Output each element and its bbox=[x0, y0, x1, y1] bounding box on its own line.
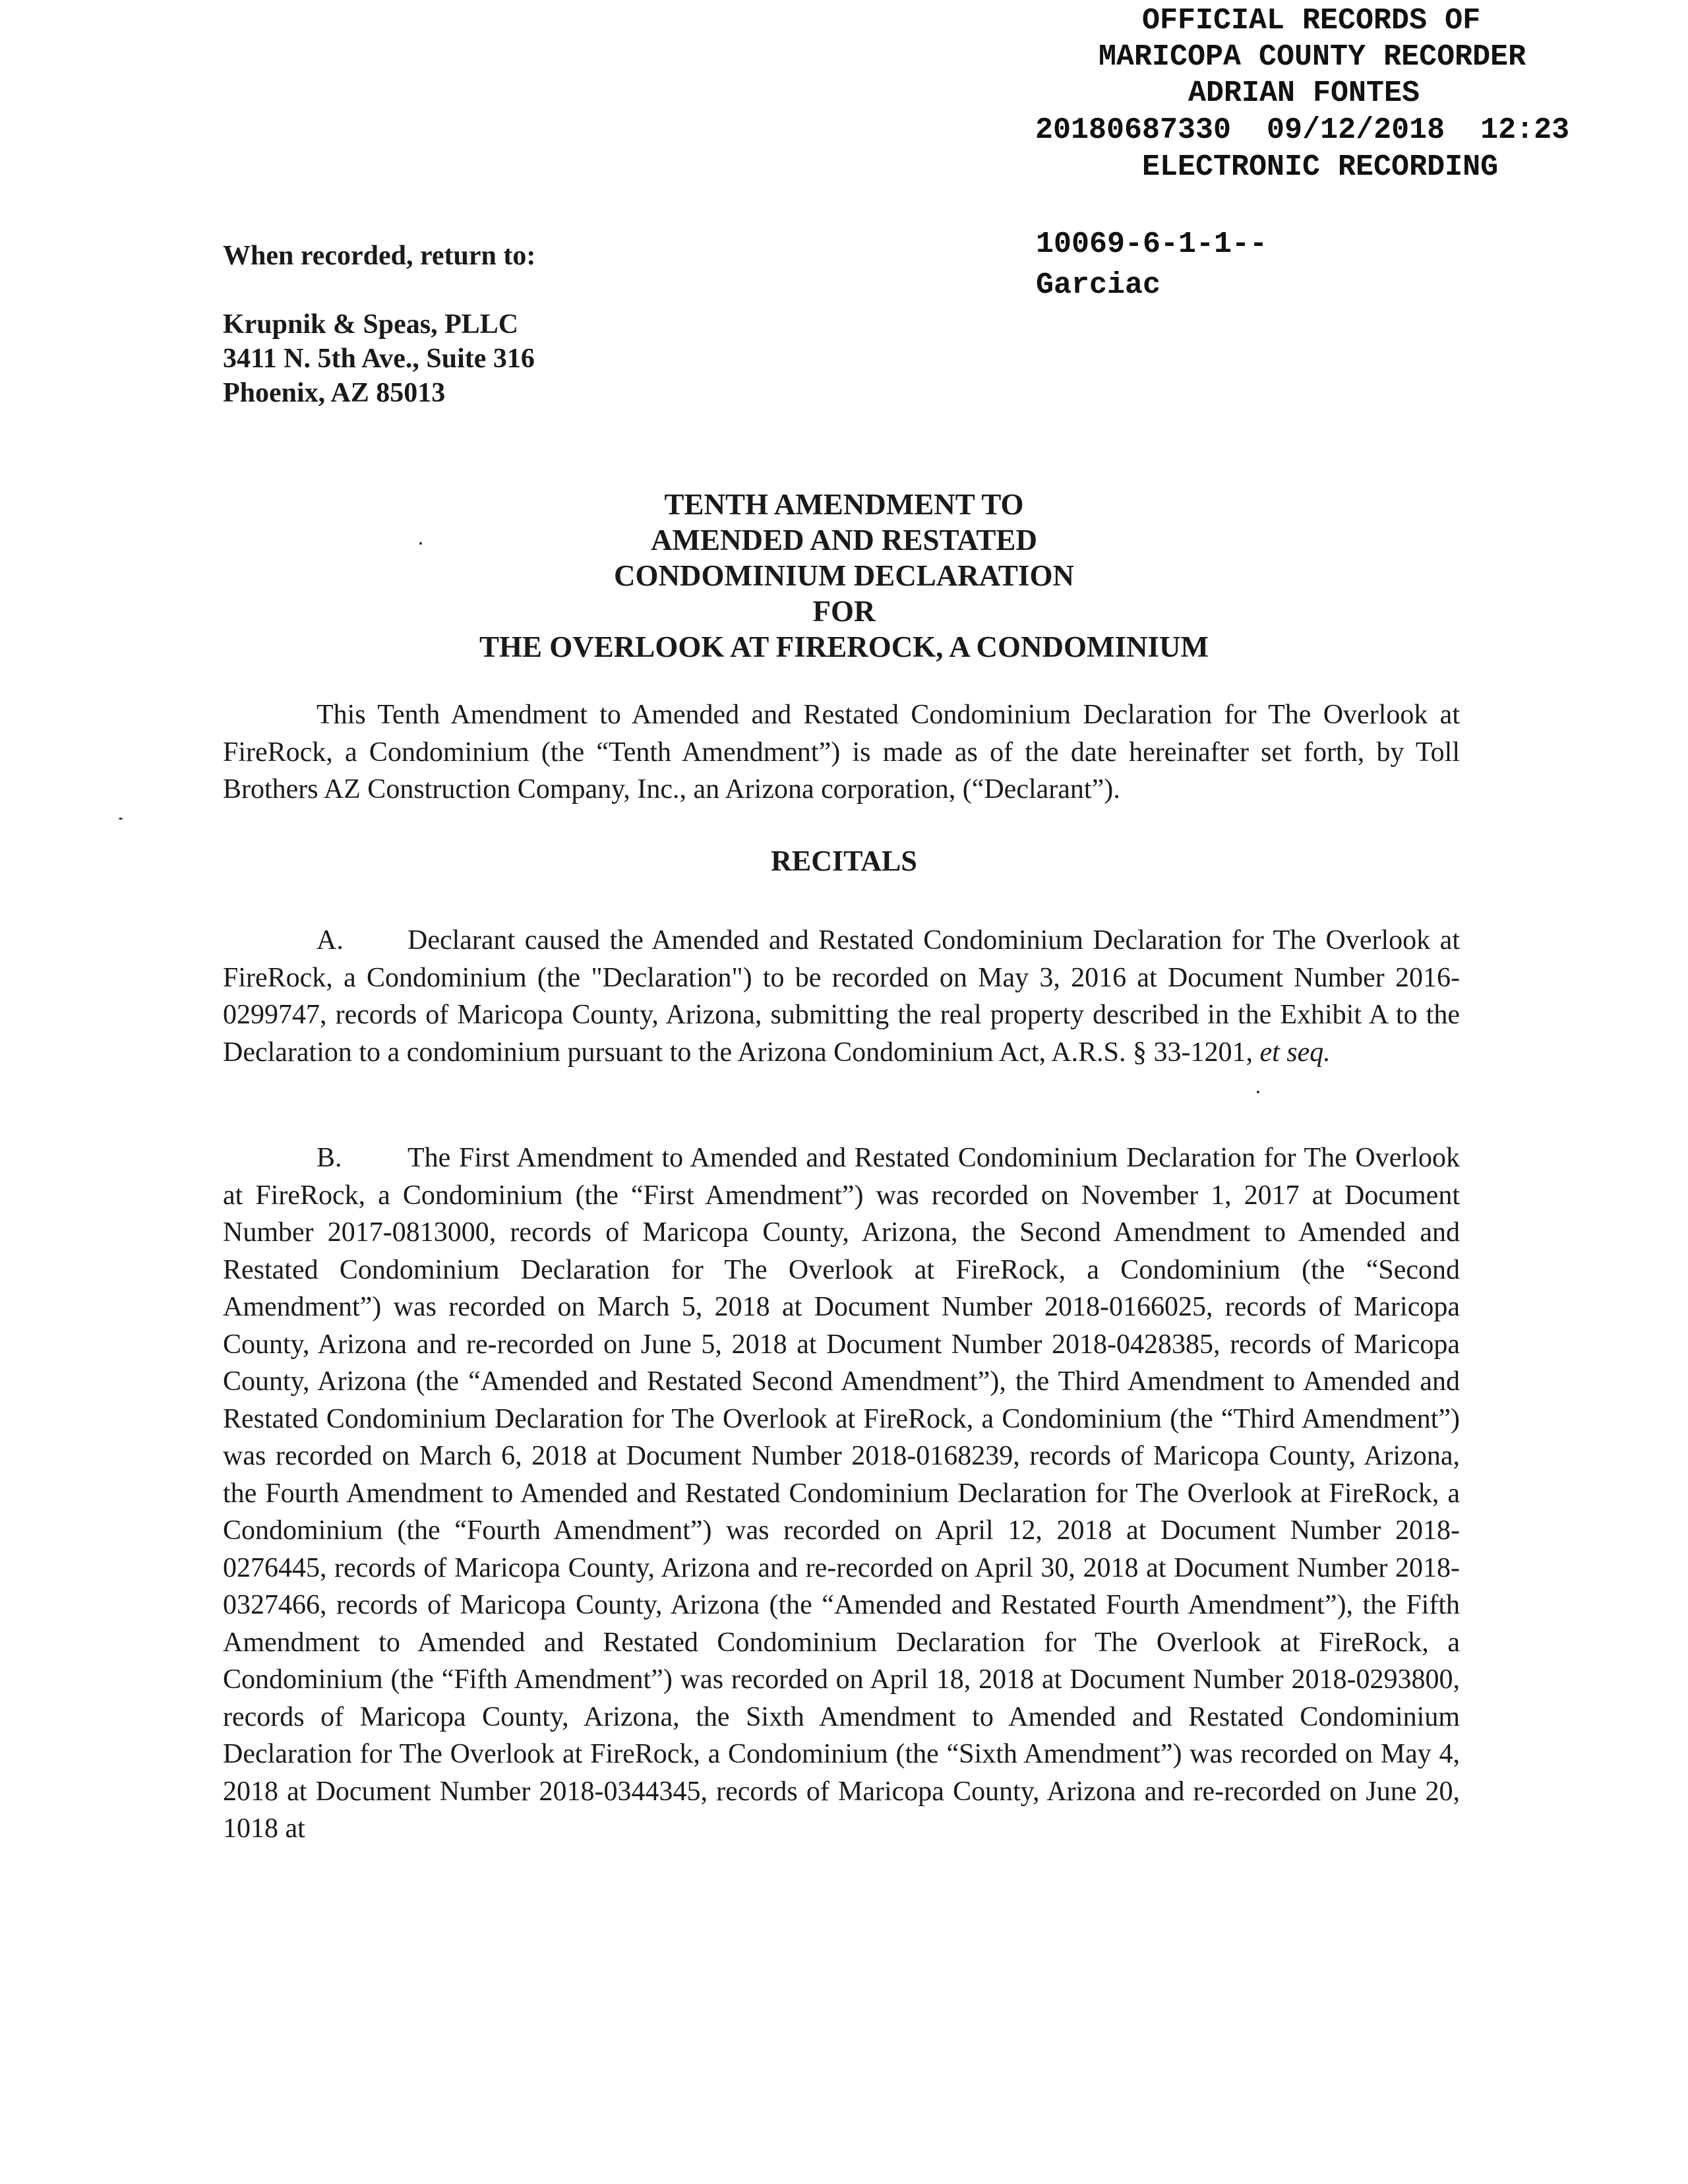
return-firm: Krupnik & Speas, PLLC bbox=[223, 309, 519, 340]
recital-b bbox=[223, 1139, 1460, 1848]
stamp-line-5: ELECTRONIC RECORDING bbox=[1142, 150, 1499, 184]
fee-block bbox=[1036, 224, 1267, 306]
recital-b-letter: B. bbox=[316, 1143, 342, 1173]
title-line-1: TENTH AMENDMENT TO bbox=[664, 488, 1024, 521]
stamp-line-1: OFFICIAL RECORDS OF bbox=[1142, 4, 1481, 38]
fee-name: Garciac bbox=[1036, 268, 1161, 302]
return-city: Phoenix, AZ 85013 bbox=[223, 378, 446, 408]
intro-paragraph bbox=[223, 696, 1460, 808]
return-street: 3411 N. 5th Ave., Suite 316 bbox=[223, 344, 535, 374]
stamp-line-4: 20180687330 09/12/2018 12:23 bbox=[1035, 113, 1570, 147]
return-to-label: When recorded, return to: bbox=[223, 241, 536, 271]
fee-code: 10069-6-1-1-- bbox=[1036, 228, 1268, 261]
return-to-block bbox=[223, 239, 535, 410]
document-title bbox=[224, 487, 1464, 665]
return-address bbox=[223, 307, 535, 410]
recital-a bbox=[223, 922, 1460, 1071]
scan-speck bbox=[1257, 1091, 1259, 1093]
recital-a-italic: et seq. bbox=[1259, 1037, 1331, 1068]
title-line-3: CONDOMINIUM DECLARATION bbox=[614, 559, 1074, 592]
title-line-4: FOR bbox=[812, 595, 876, 628]
recital-b-text: The First Amendment to Amended and Restated Condominium Declaration for The Overlook at FireRock, a Condominium (the “First Amendment”) was recorded on November 1, 2017 at Document Number 2017-0813000, records of Maricopa County, Arizona, the Second Amendment to Amended and Restated Condominium Declaration for The Overlook at FireRock, a Condominium (the “Second Amendment”) was recorded on March 5, 2018 at Document Number 2018-0166025, records of Maricopa County, Arizona and re-recorded on June 5, 2018 at Document Number 2018-0428385, records of Maricopa County, Arizona (the “Amended and Restated Second Amendment”), the Third Amendment to Amended and Restated Condominium Declaration for The Overlook at FireRock, a Condominium (the “Third Amendment”) was recorded on March 6, 2018 at Document Number 2018-0168239, records of Maricopa County, Arizona, the Fourth Amendment to Amended and Restated Condominium Declaration for The Overlook at FireRock, a Condominium (the “Fourth Amendment”) was recorded on April 12, 2018 at Document Number 2018-0276445, records of Maricopa County, Arizona and re-recorded on April 30, 2018 at Document Number 2018-0327466, records of Maricopa County, Arizona (the “Amended and Restated Fourth Amendment”), the Fifth Amendment to Amended and Restated Condominium Declaration for The Overlook at FireRock, a Condominium (the “Fifth Amendment”) was recorded on April 18, 2018 at Document Number 2018-0293800, records of Maricopa County, Arizona, the Sixth Amendment to Amended and Restated Condominium Declaration for The Overlook at FireRock, a Condominium (the “Sixth Amendment”) was recorded on May 4, 2018 at Document Number 2018-0344345, records of Maricopa County, Arizona and re-recorded on June 20, 1018 at bbox=[223, 1143, 1460, 1844]
title-line-2: AMENDED AND RESTATED bbox=[651, 524, 1037, 557]
recital-a-text: Declarant caused the Amended and Restated Condominium Declaration for The Overlook at FireRock, a Condominium (the "Declaration") to be recorded on May 3, 2016 at Document Number 2016-0299747, records of Maricopa County, Arizona, submitting the real property described in the Exhibit A to the Declaration to a condominium pursuant to the Arizona Condominium Act, A.R.S. § 33-1201, bbox=[223, 925, 1460, 1068]
stamp-line-2: MARICOPA COUNTY RECORDER bbox=[1099, 40, 1526, 74]
scan-speck bbox=[119, 818, 123, 820]
title-line-5: THE OVERLOOK AT FIREROCK, A CONDOMINIUM bbox=[479, 630, 1209, 663]
scan-speck bbox=[419, 542, 422, 545]
stamp-line-3: ADRIAN FONTES bbox=[1188, 76, 1420, 110]
intro-text: This Tenth Amendment to Amended and Restated Condominium Declaration for The Overlook at FireRock, a Condominium (the “Tenth Amendment”) is made as of the date hereinafter set forth, by Toll Brothers AZ Construction Company, Inc., an Arizona corporation, (“Declarant”). bbox=[223, 700, 1460, 804]
recitals-heading: RECITALS bbox=[771, 845, 917, 877]
recital-a-letter: A. bbox=[316, 925, 344, 956]
